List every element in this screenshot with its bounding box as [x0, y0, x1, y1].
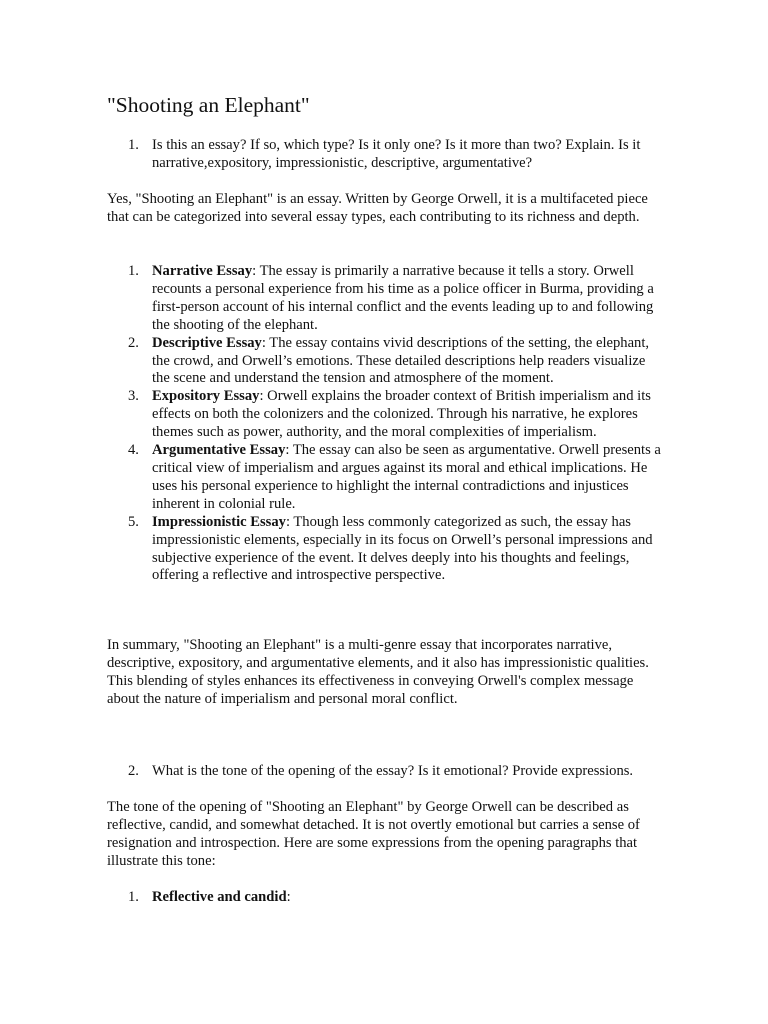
tone-answer-paragraph: The tone of the opening of "Shooting an Elephant" by George Orwell can be described as reflective, candid, and somewhat detached. It is not overtly emotional but carries a sense of resignation and introspection. Here are some expressions from the opening paragraphs that illustrate this tone:: [107, 799, 640, 869]
list-item-text: : Though less commonly categorized as such, the essay has impressionistic elements, especially in its focus on Orwell’s personal impressions and subjective experience of the event. It delves deeply into his thoughts and feelings, offering a reflective and introspective perspective.: [152, 513, 653, 584]
list-item: [107, 388, 662, 442]
list-item-term: Expository Essay: [152, 388, 260, 405]
list-number: 5.: [128, 513, 139, 530]
essay-types-list: [107, 263, 662, 585]
question-item: [107, 763, 662, 781]
list-item-term: Impressionistic Essay: [152, 513, 286, 530]
list-item-text: :: [286, 889, 291, 905]
list-item-text: : The essay is primarily a narrative because it tells a story. Orwell recounts a personal experience from his time as a police officer in Burma, providing a first-person account of his internal conflict and the events leading up to and following the shooting of the elephant.: [152, 263, 654, 333]
list-item: [107, 442, 662, 514]
list-item-term: Argumentative Essay: [152, 442, 286, 459]
question-list-2: [107, 763, 662, 781]
list-item-text: : The essay contains vivid descriptions of the setting, the elephant, the crowd, and Orwell’s emotions. These detailed descriptions help readers visualize the scene and understand the tension and atmosphere of the moment.: [152, 334, 650, 387]
list-number: 3.: [128, 388, 139, 405]
list-number: 1.: [128, 889, 139, 905]
list-number: 2.: [128, 763, 139, 779]
tone-expressions-list: [107, 889, 662, 907]
answer-intro-paragraph: Yes, "Shooting an Elephant" is an essay. Written by George Orwell, it is a multifaceted piece that can be categorized into several essay types, each contributing to its richness and depth.: [107, 191, 648, 225]
list-item-text: : The essay can also be seen as argumentative. Orwell presents a critical view of imperialism and argues against its moral and ethical implications. He uses his personal experience to highlight the internal contradictions and injustices inherent in colonial rule.: [152, 442, 661, 512]
list-item: [107, 514, 662, 586]
summary-paragraph: In summary, "Shooting an Elephant" is a multi-genre essay that incorporates narrative, descriptive, expository, and argumentative elements, and it also has impressionistic qualities. This blending of styles enhances its effectiveness in conveying Orwell's complex message about the nature of imperialism and personal moral conflict.: [107, 637, 649, 707]
list-item-term: Descriptive Essay: [152, 334, 262, 351]
list-number: 1.: [128, 263, 139, 279]
question-item: [107, 137, 662, 173]
list-number: 4.: [128, 442, 139, 459]
list-number: 2.: [128, 334, 139, 351]
list-item-text: : Orwell explains the broader context of British imperialism and its effects on both the colonizers and the colonized. Through his narrative, he explores themes such as power, authority, and the moral complexities of imperialism.: [152, 388, 651, 441]
list-item-term: Reflective and candid: [152, 889, 287, 905]
question-text: Is this an essay? If so, which type? Is it only one? Is it more than two? Explain. Is it narrative,expository, impressionistic, descriptive, argumentative?: [152, 137, 641, 171]
question-list-1: [107, 137, 662, 173]
list-item: [107, 889, 662, 907]
list-item: [107, 263, 662, 335]
document-title: "Shooting an Elephant": [107, 93, 310, 117]
list-number: 1.: [128, 137, 139, 153]
list-item: [107, 335, 662, 389]
list-item-term: Narrative Essay: [152, 263, 253, 279]
question-text: What is the tone of the opening of the essay? Is it emotional? Provide expressions.: [152, 763, 634, 779]
